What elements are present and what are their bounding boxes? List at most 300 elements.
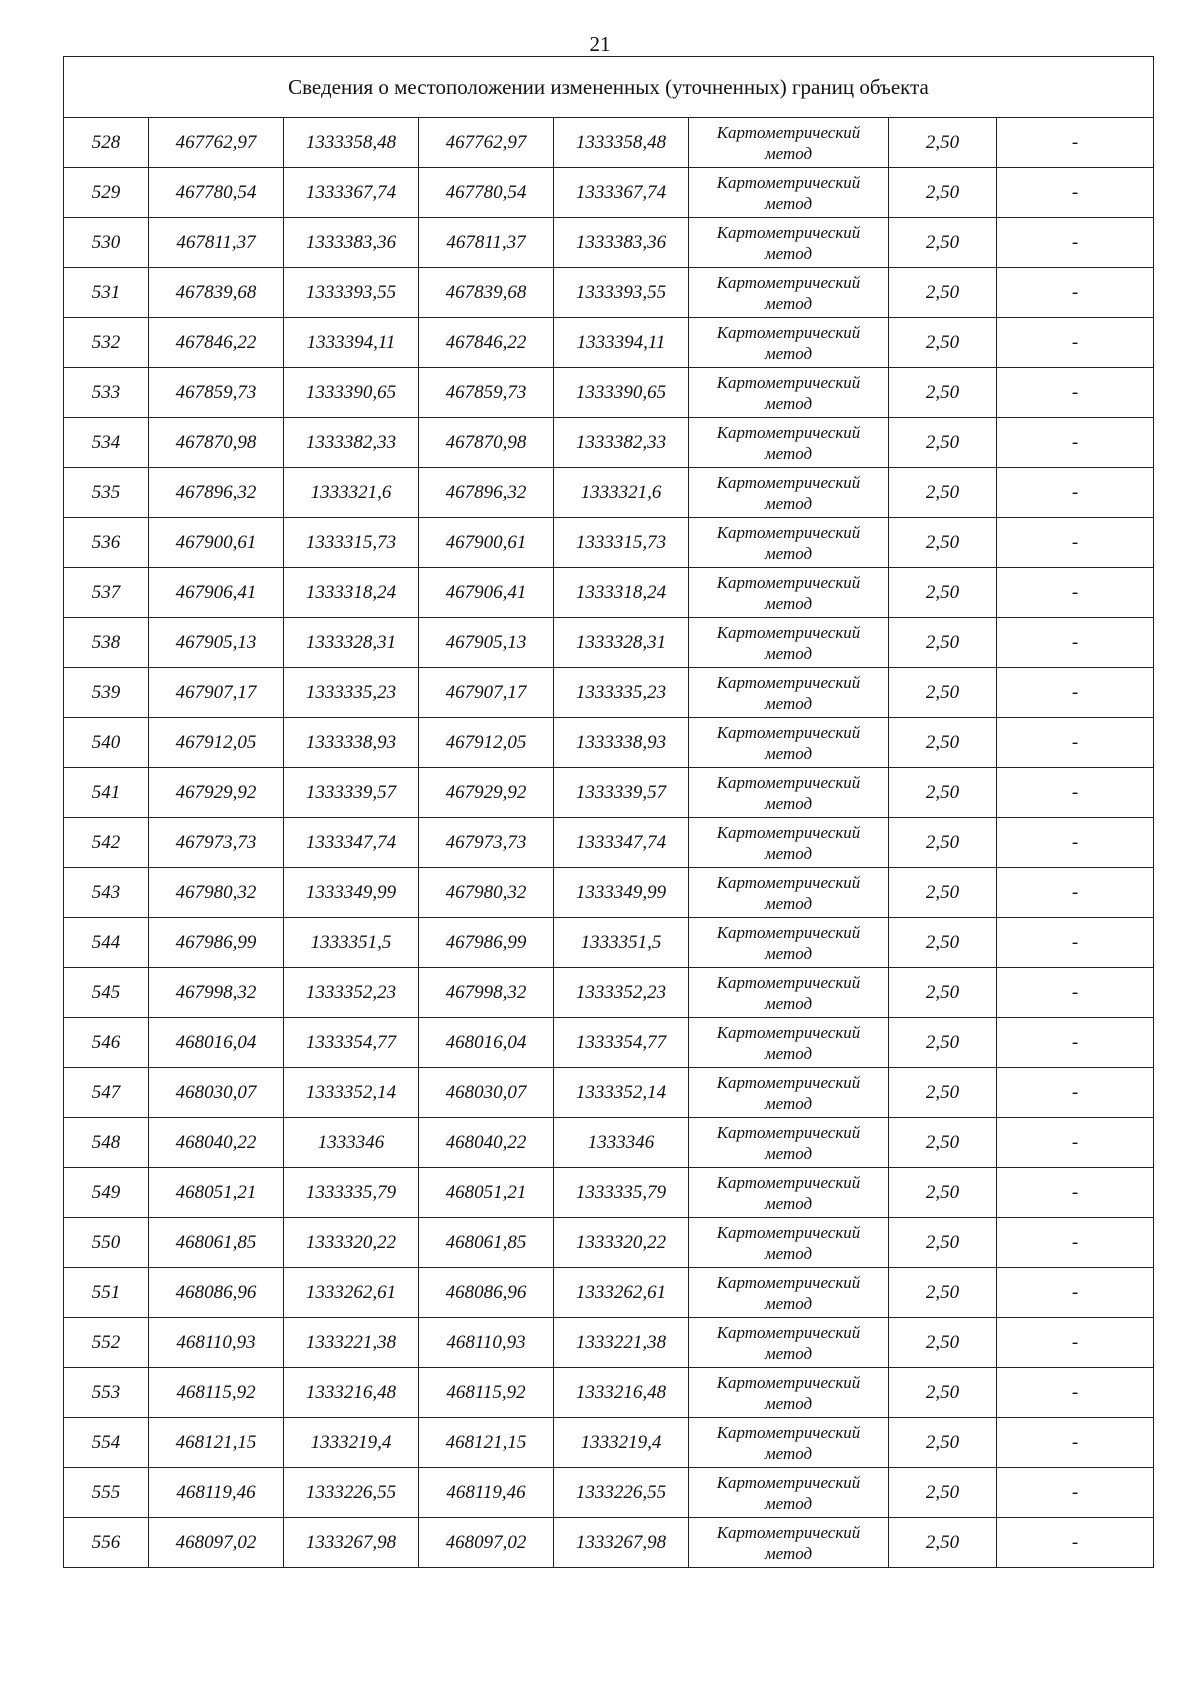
x-refined-cell: 468097,02 <box>419 1518 554 1568</box>
accuracy-cell: 2,50 <box>889 1518 997 1568</box>
accuracy-cell: 2,50 <box>889 218 997 268</box>
x-refined-cell: 468086,96 <box>419 1268 554 1318</box>
y-refined-cell: 1333267,98 <box>554 1518 689 1568</box>
x-existing-cell: 467980,32 <box>149 868 284 918</box>
x-existing-cell: 467973,73 <box>149 818 284 868</box>
y-refined-cell: 1333321,6 <box>554 468 689 518</box>
accuracy-cell: 2,50 <box>889 918 997 968</box>
x-existing-cell: 467900,61 <box>149 518 284 568</box>
table-title: Сведения о местоположении измененных (уточненных) границ объекта <box>64 57 1154 118</box>
table-row <box>64 1218 1154 1268</box>
y-existing-cell: 1333315,73 <box>284 518 419 568</box>
x-existing-cell: 468119,46 <box>149 1468 284 1518</box>
table-row <box>64 768 1154 818</box>
x-refined-cell: 467998,32 <box>419 968 554 1018</box>
method-cell <box>689 768 889 818</box>
method-line-2: метод <box>764 1293 813 1313</box>
method-line-2: метод <box>764 443 813 463</box>
table-row <box>64 118 1154 168</box>
method-line-1: Картометрический <box>716 522 861 542</box>
y-refined-cell: 1333328,31 <box>554 618 689 668</box>
y-existing-cell: 1333354,77 <box>284 1018 419 1068</box>
method-line-2: метод <box>764 243 813 263</box>
accuracy-cell: 2,50 <box>889 518 997 568</box>
y-existing-cell: 1333335,79 <box>284 1168 419 1218</box>
point-number-cell: 533 <box>64 368 149 418</box>
method-line-2: метод <box>764 893 813 913</box>
x-refined-cell: 468115,92 <box>419 1368 554 1418</box>
x-refined-cell: 467870,98 <box>419 418 554 468</box>
x-refined-cell: 467859,73 <box>419 368 554 418</box>
y-refined-cell: 1333351,5 <box>554 918 689 968</box>
method-cell <box>689 1268 889 1318</box>
y-existing-cell: 1333221,38 <box>284 1318 419 1368</box>
y-existing-cell: 1333394,11 <box>284 318 419 368</box>
point-number-cell: 528 <box>64 118 149 168</box>
point-number-cell: 534 <box>64 418 149 468</box>
extra-cell: - <box>997 1268 1154 1318</box>
method-cell <box>689 1318 889 1368</box>
y-existing-cell: 1333338,93 <box>284 718 419 768</box>
method-line-1: Картометрический <box>716 672 861 692</box>
y-existing-cell: 1333393,55 <box>284 268 419 318</box>
x-existing-cell: 467905,13 <box>149 618 284 668</box>
y-refined-cell: 1333318,24 <box>554 568 689 618</box>
method-cell <box>689 1118 889 1168</box>
method-line-2: метод <box>764 1043 813 1063</box>
method-line-2: метод <box>764 493 813 513</box>
method-cell <box>689 518 889 568</box>
method-line-1: Картометрический <box>716 1372 861 1392</box>
extra-cell: - <box>997 468 1154 518</box>
y-refined-cell: 1333382,33 <box>554 418 689 468</box>
method-cell <box>689 118 889 168</box>
method-line-1: Картометрический <box>716 1472 861 1492</box>
y-refined-cell: 1333335,23 <box>554 668 689 718</box>
method-line-2: метод <box>764 1443 813 1463</box>
point-number-cell: 546 <box>64 1018 149 1068</box>
point-number-cell: 536 <box>64 518 149 568</box>
method-line-1: Картометрический <box>716 472 861 492</box>
extra-cell: - <box>997 868 1154 918</box>
y-refined-cell: 1333335,79 <box>554 1168 689 1218</box>
method-line-1: Картометрический <box>716 922 861 942</box>
y-refined-cell: 1333219,4 <box>554 1418 689 1468</box>
table-row <box>64 1018 1154 1068</box>
method-line-1: Картометрический <box>716 972 861 992</box>
point-number-cell: 543 <box>64 868 149 918</box>
extra-cell: - <box>997 1118 1154 1168</box>
extra-cell: - <box>997 168 1154 218</box>
method-cell <box>689 368 889 418</box>
x-existing-cell: 467811,37 <box>149 218 284 268</box>
table-row <box>64 518 1154 568</box>
x-refined-cell: 467973,73 <box>419 818 554 868</box>
y-refined-cell: 1333216,48 <box>554 1368 689 1418</box>
accuracy-cell: 2,50 <box>889 1168 997 1218</box>
x-refined-cell: 467905,13 <box>419 618 554 668</box>
method-cell <box>689 1168 889 1218</box>
extra-cell: - <box>997 268 1154 318</box>
method-line-1: Картометрический <box>716 372 861 392</box>
x-existing-cell: 468040,22 <box>149 1118 284 1168</box>
accuracy-cell: 2,50 <box>889 368 997 418</box>
point-number-cell: 542 <box>64 818 149 868</box>
y-refined-cell: 1333383,36 <box>554 218 689 268</box>
y-existing-cell: 1333347,74 <box>284 818 419 868</box>
x-refined-cell: 468030,07 <box>419 1068 554 1118</box>
extra-cell: - <box>997 1318 1154 1368</box>
y-refined-cell: 1333339,57 <box>554 768 689 818</box>
point-number-cell: 537 <box>64 568 149 618</box>
method-line-1: Картометрический <box>716 1522 861 1542</box>
table-row <box>64 1118 1154 1168</box>
method-line-2: метод <box>764 643 813 663</box>
point-number-cell: 556 <box>64 1518 149 1568</box>
point-number-cell: 547 <box>64 1068 149 1118</box>
method-line-1: Картометрический <box>716 572 861 592</box>
method-cell <box>689 618 889 668</box>
y-existing-cell: 1333318,24 <box>284 568 419 618</box>
x-existing-cell: 467859,73 <box>149 368 284 418</box>
method-line-1: Картометрический <box>716 822 861 842</box>
accuracy-cell: 2,50 <box>889 118 997 168</box>
table-row <box>64 1518 1154 1568</box>
method-line-1: Картометрический <box>716 122 861 142</box>
method-line-1: Картометрический <box>716 1322 861 1342</box>
extra-cell: - <box>997 1168 1154 1218</box>
y-refined-cell: 1333320,22 <box>554 1218 689 1268</box>
table-body <box>64 57 1154 1568</box>
method-cell <box>689 918 889 968</box>
method-line-1: Картометрический <box>716 872 861 892</box>
method-cell <box>689 1418 889 1468</box>
accuracy-cell: 2,50 <box>889 668 997 718</box>
extra-cell: - <box>997 718 1154 768</box>
method-line-2: метод <box>764 993 813 1013</box>
y-existing-cell: 1333346 <box>284 1118 419 1168</box>
x-existing-cell: 467870,98 <box>149 418 284 468</box>
extra-cell: - <box>997 418 1154 468</box>
x-refined-cell: 467986,99 <box>419 918 554 968</box>
y-existing-cell: 1333320,22 <box>284 1218 419 1268</box>
x-refined-cell: 467980,32 <box>419 868 554 918</box>
table-row <box>64 1418 1154 1468</box>
x-refined-cell: 467839,68 <box>419 268 554 318</box>
x-refined-cell: 467811,37 <box>419 218 554 268</box>
x-existing-cell: 467906,41 <box>149 568 284 618</box>
method-line-1: Картометрический <box>716 222 861 242</box>
method-line-2: метод <box>764 1243 813 1263</box>
extra-cell: - <box>997 918 1154 968</box>
y-existing-cell: 1333321,6 <box>284 468 419 518</box>
method-line-2: метод <box>764 843 813 863</box>
method-line-1: Картометрический <box>716 272 861 292</box>
method-line-2: метод <box>764 743 813 763</box>
y-refined-cell: 1333221,38 <box>554 1318 689 1368</box>
y-refined-cell: 1333352,23 <box>554 968 689 1018</box>
y-existing-cell: 1333383,36 <box>284 218 419 268</box>
y-existing-cell: 1333335,23 <box>284 668 419 718</box>
extra-cell: - <box>997 1368 1154 1418</box>
point-number-cell: 532 <box>64 318 149 368</box>
method-line-2: метод <box>764 1493 813 1513</box>
x-existing-cell: 467986,99 <box>149 918 284 968</box>
y-refined-cell: 1333315,73 <box>554 518 689 568</box>
y-existing-cell: 1333226,55 <box>284 1468 419 1518</box>
method-line-1: Картометрический <box>716 422 861 442</box>
table-row <box>64 418 1154 468</box>
x-refined-cell: 468051,21 <box>419 1168 554 1218</box>
table-row <box>64 868 1154 918</box>
y-existing-cell: 1333349,99 <box>284 868 419 918</box>
method-cell <box>689 418 889 468</box>
accuracy-cell: 2,50 <box>889 318 997 368</box>
y-existing-cell: 1333358,48 <box>284 118 419 168</box>
extra-cell: - <box>997 668 1154 718</box>
method-line-1: Картометрический <box>716 322 861 342</box>
boundary-coordinates-table <box>63 56 1154 1568</box>
extra-cell: - <box>997 368 1154 418</box>
table-row <box>64 718 1154 768</box>
point-number-cell: 553 <box>64 1368 149 1418</box>
y-refined-cell: 1333367,74 <box>554 168 689 218</box>
y-refined-cell: 1333346 <box>554 1118 689 1168</box>
table-row <box>64 318 1154 368</box>
y-existing-cell: 1333262,61 <box>284 1268 419 1318</box>
method-line-1: Картометрический <box>716 1222 861 1242</box>
method-cell <box>689 268 889 318</box>
extra-cell: - <box>997 318 1154 368</box>
method-cell <box>689 668 889 718</box>
method-cell <box>689 868 889 918</box>
point-number-cell: 530 <box>64 218 149 268</box>
method-line-2: метод <box>764 943 813 963</box>
x-existing-cell: 467896,32 <box>149 468 284 518</box>
y-refined-cell: 1333393,55 <box>554 268 689 318</box>
accuracy-cell: 2,50 <box>889 868 997 918</box>
table-row <box>64 1468 1154 1518</box>
extra-cell: - <box>997 1518 1154 1568</box>
accuracy-cell: 2,50 <box>889 1018 997 1068</box>
method-cell <box>689 168 889 218</box>
method-line-1: Картометрический <box>716 172 861 192</box>
method-line-1: Картометрический <box>716 772 861 792</box>
method-line-2: метод <box>764 593 813 613</box>
method-line-1: Картометрический <box>716 1072 861 1092</box>
x-refined-cell: 468016,04 <box>419 1018 554 1068</box>
method-line-2: метод <box>764 1343 813 1363</box>
accuracy-cell: 2,50 <box>889 468 997 518</box>
x-refined-cell: 468119,46 <box>419 1468 554 1518</box>
table-row <box>64 1318 1154 1368</box>
x-existing-cell: 467912,05 <box>149 718 284 768</box>
extra-cell: - <box>997 618 1154 668</box>
table-row <box>64 218 1154 268</box>
y-existing-cell: 1333219,4 <box>284 1418 419 1468</box>
y-refined-cell: 1333394,11 <box>554 318 689 368</box>
table-row <box>64 168 1154 218</box>
accuracy-cell: 2,50 <box>889 1268 997 1318</box>
x-refined-cell: 467780,54 <box>419 168 554 218</box>
point-number-cell: 541 <box>64 768 149 818</box>
point-number-cell: 535 <box>64 468 149 518</box>
point-number-cell: 555 <box>64 1468 149 1518</box>
accuracy-cell: 2,50 <box>889 1218 997 1268</box>
method-line-1: Картометрический <box>716 722 861 742</box>
method-cell <box>689 718 889 768</box>
x-existing-cell: 468061,85 <box>149 1218 284 1268</box>
extra-cell: - <box>997 118 1154 168</box>
method-cell <box>689 468 889 518</box>
accuracy-cell: 2,50 <box>889 1368 997 1418</box>
method-line-2: метод <box>764 193 813 213</box>
method-line-2: метод <box>764 693 813 713</box>
x-existing-cell: 467907,17 <box>149 668 284 718</box>
y-refined-cell: 1333347,74 <box>554 818 689 868</box>
y-existing-cell: 1333216,48 <box>284 1368 419 1418</box>
x-refined-cell: 468110,93 <box>419 1318 554 1368</box>
accuracy-cell: 2,50 <box>889 818 997 868</box>
point-number-cell: 554 <box>64 1418 149 1468</box>
y-existing-cell: 1333382,33 <box>284 418 419 468</box>
method-cell <box>689 1018 889 1068</box>
y-existing-cell: 1333351,5 <box>284 918 419 968</box>
y-refined-cell: 1333354,77 <box>554 1018 689 1068</box>
table-row <box>64 568 1154 618</box>
method-cell <box>689 1218 889 1268</box>
extra-cell: - <box>997 1418 1154 1468</box>
method-cell <box>689 1368 889 1418</box>
y-refined-cell: 1333349,99 <box>554 868 689 918</box>
x-existing-cell: 467839,68 <box>149 268 284 318</box>
point-number-cell: 538 <box>64 618 149 668</box>
method-line-2: метод <box>764 1193 813 1213</box>
extra-cell: - <box>997 1068 1154 1118</box>
x-existing-cell: 468030,07 <box>149 1068 284 1118</box>
x-existing-cell: 467780,54 <box>149 168 284 218</box>
x-refined-cell: 468121,15 <box>419 1418 554 1468</box>
table-row <box>64 668 1154 718</box>
extra-cell: - <box>997 1018 1154 1068</box>
table-row <box>64 618 1154 668</box>
extra-cell: - <box>997 518 1154 568</box>
method-line-2: метод <box>764 793 813 813</box>
method-cell <box>689 1468 889 1518</box>
x-existing-cell: 468121,15 <box>149 1418 284 1468</box>
method-cell <box>689 1518 889 1568</box>
method-cell <box>689 1068 889 1118</box>
point-number-cell: 545 <box>64 968 149 1018</box>
y-refined-cell: 1333390,65 <box>554 368 689 418</box>
y-refined-cell: 1333358,48 <box>554 118 689 168</box>
method-line-2: метод <box>764 343 813 363</box>
x-existing-cell: 467762,97 <box>149 118 284 168</box>
point-number-cell: 529 <box>64 168 149 218</box>
point-number-cell: 551 <box>64 1268 149 1318</box>
table-row <box>64 1168 1154 1218</box>
accuracy-cell: 2,50 <box>889 768 997 818</box>
y-refined-cell: 1333262,61 <box>554 1268 689 1318</box>
method-line-2: метод <box>764 1143 813 1163</box>
x-existing-cell: 468115,92 <box>149 1368 284 1418</box>
point-number-cell: 550 <box>64 1218 149 1268</box>
x-refined-cell: 467762,97 <box>419 118 554 168</box>
point-number-cell: 539 <box>64 668 149 718</box>
y-refined-cell: 1333226,55 <box>554 1468 689 1518</box>
point-number-cell: 540 <box>64 718 149 768</box>
accuracy-cell: 2,50 <box>889 168 997 218</box>
accuracy-cell: 2,50 <box>889 1468 997 1518</box>
x-refined-cell: 467906,41 <box>419 568 554 618</box>
table-row <box>64 368 1154 418</box>
table-row <box>64 1068 1154 1118</box>
method-line-1: Картометрический <box>716 1122 861 1142</box>
y-existing-cell: 1333352,23 <box>284 968 419 1018</box>
extra-cell: - <box>997 768 1154 818</box>
method-line-2: метод <box>764 1393 813 1413</box>
x-refined-cell: 468040,22 <box>419 1118 554 1168</box>
method-line-2: метод <box>764 143 813 163</box>
method-cell <box>689 318 889 368</box>
accuracy-cell: 2,50 <box>889 1068 997 1118</box>
extra-cell: - <box>997 968 1154 1018</box>
accuracy-cell: 2,50 <box>889 568 997 618</box>
accuracy-cell: 2,50 <box>889 418 997 468</box>
table-title-row <box>64 57 1154 118</box>
x-existing-cell: 467846,22 <box>149 318 284 368</box>
table-row <box>64 1368 1154 1418</box>
x-existing-cell: 467998,32 <box>149 968 284 1018</box>
x-refined-cell: 467907,17 <box>419 668 554 718</box>
method-line-2: метод <box>764 1093 813 1113</box>
y-refined-cell: 1333338,93 <box>554 718 689 768</box>
method-line-1: Картометрический <box>716 1022 861 1042</box>
y-existing-cell: 1333267,98 <box>284 1518 419 1568</box>
point-number-cell: 544 <box>64 918 149 968</box>
point-number-cell: 552 <box>64 1318 149 1368</box>
x-refined-cell: 467896,32 <box>419 468 554 518</box>
table-row <box>64 818 1154 868</box>
method-line-2: метод <box>764 1543 813 1563</box>
table-row <box>64 968 1154 1018</box>
extra-cell: - <box>997 1468 1154 1518</box>
x-existing-cell: 468086,96 <box>149 1268 284 1318</box>
x-refined-cell: 468061,85 <box>419 1218 554 1268</box>
y-existing-cell: 1333339,57 <box>284 768 419 818</box>
accuracy-cell: 2,50 <box>889 618 997 668</box>
method-line-1: Картометрический <box>716 1422 861 1442</box>
x-existing-cell: 468016,04 <box>149 1018 284 1068</box>
point-number-cell: 549 <box>64 1168 149 1218</box>
extra-cell: - <box>997 218 1154 268</box>
accuracy-cell: 2,50 <box>889 968 997 1018</box>
method-line-2: метод <box>764 543 813 563</box>
method-line-1: Картометрический <box>716 622 861 642</box>
x-refined-cell: 467912,05 <box>419 718 554 768</box>
table-row <box>64 468 1154 518</box>
y-refined-cell: 1333352,14 <box>554 1068 689 1118</box>
method-cell <box>689 218 889 268</box>
y-existing-cell: 1333367,74 <box>284 168 419 218</box>
x-existing-cell: 467929,92 <box>149 768 284 818</box>
extra-cell: - <box>997 568 1154 618</box>
table-row <box>64 1268 1154 1318</box>
table-row <box>64 918 1154 968</box>
page-number: 21 <box>589 32 611 56</box>
accuracy-cell: 2,50 <box>889 1118 997 1168</box>
method-line-2: метод <box>764 393 813 413</box>
